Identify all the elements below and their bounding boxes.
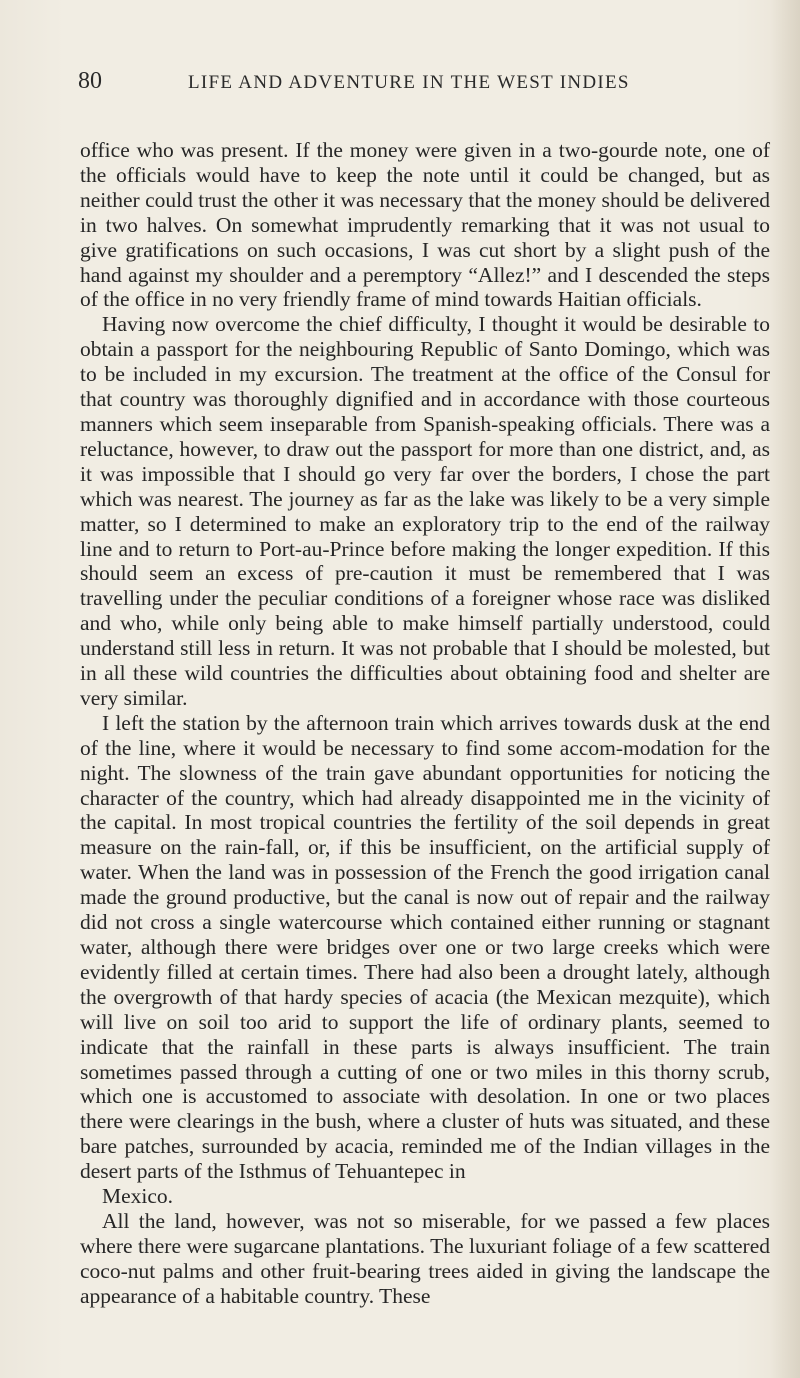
running-head [78,66,768,96]
paragraph-3 [80,711,770,1209]
paragraph-4: All the land, however, was not so miserable, for we passed a few places where there were sugarcane plantations. The luxuriant foliage of a few scattered coco-nut palms and other fruit-bearing trees aided in giving the landscape the appearance of a habitable country. These [80,1208,770,1308]
paragraph-1: office who was present. If the money were given in a two-gourde note, one of the officials would have to keep the note until it could be changed, but as neither could trust the other it was necessary that the money should be delivered in two halves. On somewhat imprudently remarking that it was not usual to give gratifications on such occasions, I was cut short by a slight push of the hand against my shoulder and a peremptory “Allez!” and I descended the steps of the office in no very friendly frame of mind towards Haitian officials. [80,138,770,312]
paragraph-2: Having now overcome the chief difficulty, I thought it would be desirable to obtain a passport for the neighbouring Republic of Santo Domingo, which was to be included in my excursion. The treatment at the office of the Consul for that country was thoroughly dignified and in accordance with those courteous manners which seem inseparable from Spanish-speaking officials. There was a reluctance, however, to draw out the passport for more than one district, and, as it was impossible that I should go very far over the borders, I chose the part which was nearest. The journey as far as the lake was likely to be a very simple matter, so I determined to make an exploratory trip to the end of the railway line and to return to Port-au-Prince before making the longer expedition. If this should seem an excess of pre-caution it must be remembered that I was travelling under the peculiar conditions of a foreigner whose race was disliked and who, while only being able to make himself partially understood, could understand still less in return. It was not probable that I should be molested, but in all these wild countries the difficulties about obtaining food and shelter are very similar. [80,312,770,710]
paragraph-3-tail: Mexico. [102,1184,174,1209]
page-edge-shadow [770,0,800,1378]
page-number: 80 [78,68,102,94]
running-title: LIFE AND ADVENTURE IN THE WEST INDIES [188,72,630,93]
paragraph-3-text: I left the station by the afternoon train which arrives towards dusk at the end of the line, where it would be necessary to find some accom-modation for the night. The slowness of the train gave abundant opportunities for noticing the character of the country, which had already disappointed me in the vicinity of the capital. In most tropical countries the fertility of the soil depends in great measure on the rain-fall, or, if this be insufficient, on the artificial supply of water. When the land was in possession of the French the good irrigation canal made the ground productive, but the canal is now out of repair and the railway did not cross a single watercourse which contained either running or stagnant water, although there were bridges over one or two large creeks which were evidently filled at certain times. There had also been a drought lately, although the overgrowth of that hardy species of acacia (the Mexican mezquite), which will live on soil too arid to support the life of ordinary plants, seemed to indicate that the rainfall in these parts is always insufficient. The train sometimes passed through a cutting of one or two miles in this thorny scrub, which one is accustomed to associate with desolation. In one or two places there were clearings in the bush, where a cluster of huts was situated, and these bare patches, surrounded by acacia, reminded me of the Indian villages in the desert parts of the Isthmus of Tehuantepec in [80,710,770,1184]
body-text [80,138,770,1309]
